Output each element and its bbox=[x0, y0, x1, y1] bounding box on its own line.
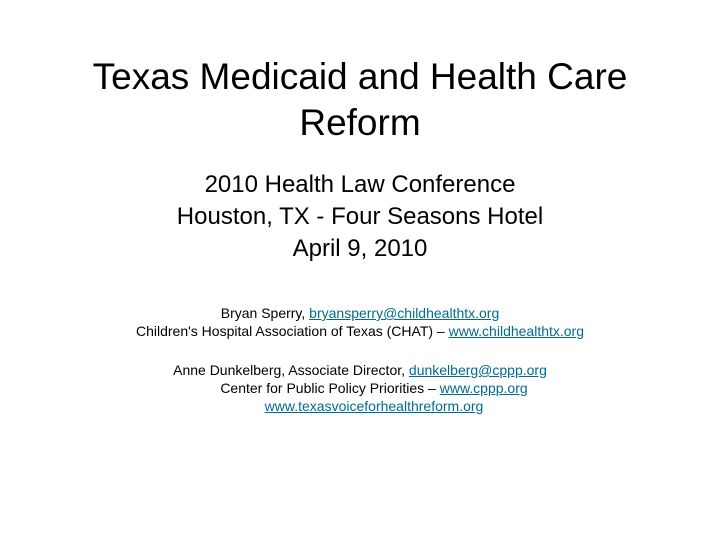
presenter-2-email-link[interactable]: dunkelberg@cppp.org bbox=[408, 362, 547, 378]
health-reform-link[interactable]: www.texasvoiceforhealthreform.org bbox=[264, 398, 484, 414]
presenter-2-org-line bbox=[34, 379, 714, 397]
presenter-2-name: Anne Dunkelberg, Associate Director, bbox=[173, 362, 406, 378]
conference-location: Houston, TX - Four Seasons Hotel bbox=[176, 203, 544, 230]
presenter-1-org-line bbox=[20, 322, 700, 340]
presenter-1-org: Children's Hospital Association of Texas (CHAT) – bbox=[135, 323, 445, 339]
presenter-2-org: Center for Public Policy Priorities – bbox=[220, 380, 436, 396]
presenter-1-email-link[interactable]: bryansperry@childhealthtx.org bbox=[309, 305, 500, 321]
conference-name: 2010 Health Law Conference bbox=[204, 171, 516, 198]
slide-title: Texas Medicaid and Health Care Reform bbox=[92, 56, 628, 143]
presenter-1 bbox=[20, 304, 700, 340]
presenter-1-name: Bryan Sperry, bbox=[220, 305, 306, 321]
presenter-2-line bbox=[20, 361, 700, 379]
conference-date: April 9, 2010 bbox=[292, 235, 428, 262]
conference-info bbox=[60, 169, 660, 265]
presenter-2-org-link[interactable]: www.cppp.org bbox=[439, 380, 528, 396]
presenter-2-extra-line bbox=[34, 397, 714, 415]
presenter-2 bbox=[20, 361, 700, 415]
presenter-1-line bbox=[20, 304, 700, 322]
presenter-1-org-link[interactable]: www.childhealthtx.org bbox=[448, 323, 585, 339]
